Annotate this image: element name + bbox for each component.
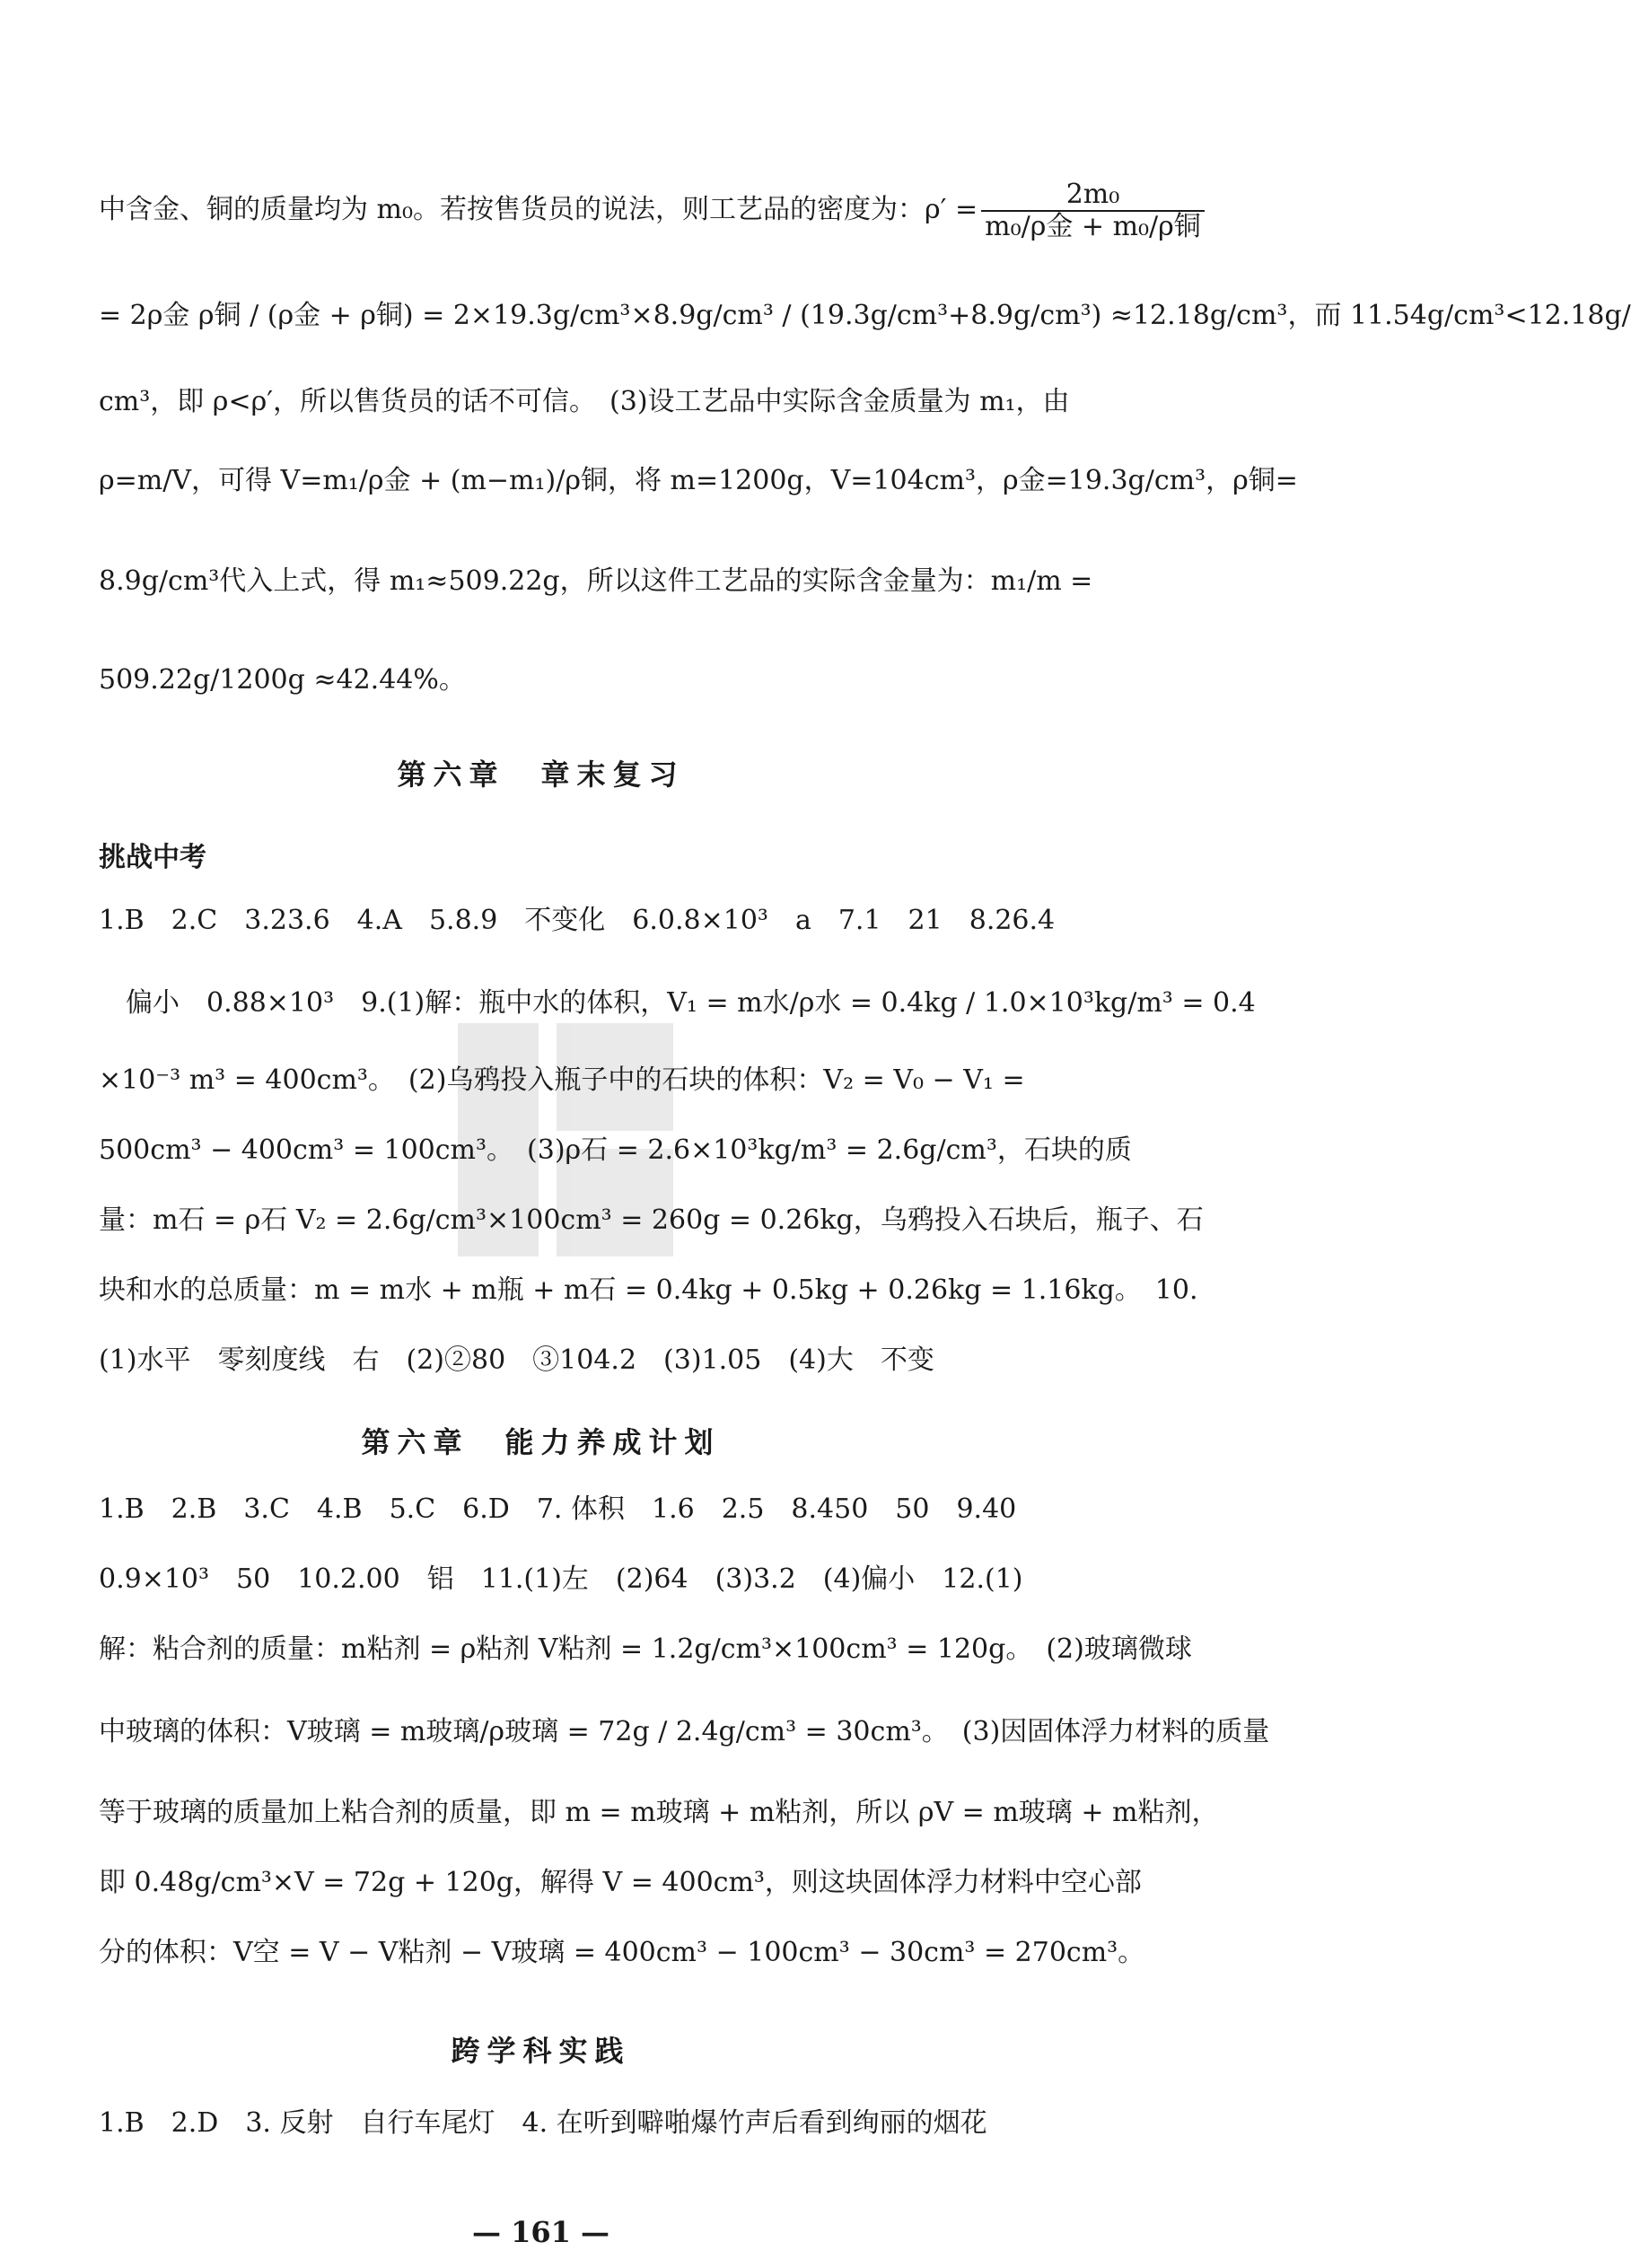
- text-line-3: cm³，即 ρ<ρ′，所以售货员的话不可信。 (3)设工艺品中实际含金质量为 m₁，由: [99, 386, 1070, 417]
- section-heading-review: 第六章 章末复习: [397, 757, 685, 792]
- page-number-dash-left: —: [471, 2215, 512, 2249]
- text-line-2: = 2ρ金 ρ铜 / (ρ金 + ρ铜) = 2×19.3g/cm³×8.9g/cm³ / (19.3g/cm³+8.9g/cm³) ≈12.18g/cm³，而 11.54g/cm³<12.18g/: [99, 300, 1631, 331]
- fraction-denominator: m₀/ρ金 + m₀/ρ铜: [985, 211, 1201, 242]
- answer-line: (1)水平 零刻度线 右 (2)②80 ③104.2 (3)1.05 (4)大 不变: [99, 1344, 934, 1376]
- section-heading-interdisciplinary: 跨学科实践: [451, 2034, 631, 2068]
- answer-line: 分的体积：V空 = V − V粘剂 − V玻璃 = 400cm³ − 100cm³ − 30cm³ = 270cm³。: [99, 1937, 1145, 1968]
- answer-line: ×10⁻³ m³ = 400cm³。 (2)乌鸦投入瓶子中的石块的体积：V₂ = V₀ − V₁ =: [99, 1064, 1025, 1096]
- answer-line: 解：粘合剂的质量：m粘剂 = ρ粘剂 V粘剂 = 1.2g/cm³×100cm³ = 120g。 (2)玻璃微球: [99, 1633, 1192, 1665]
- fraction-numerator: 2m₀: [981, 180, 1205, 212]
- answer-line: 中玻璃的体积：V玻璃 = m玻璃/ρ玻璃 = 72g / 2.4g/cm³ = 30cm³。 (3)因固体浮力材料的质量: [99, 1716, 1270, 1747]
- text-line-5: 8.9g/cm³代入上式，得 m₁≈509.22g，所以这件工艺品的实际含金量为：m₁/m =: [99, 565, 1093, 597]
- answer-line: 1.B 2.C 3.23.6 4.A 5.8.9 不变化 6.0.8×10³ a 7.1 21 8.26.4: [99, 905, 1056, 936]
- answer-line: 量：m石 = ρ石 V₂ = 2.6g/cm³×100cm³ = 260g = 0.26kg，乌鸦投入石块后，瓶子、石: [99, 1204, 1204, 1236]
- text-line-4: ρ=m/V，可得 V=m₁/ρ金 + (m−m₁)/ρ铜，将 m=1200g，V=104cm³，ρ金=19.3g/cm³，ρ铜=: [99, 465, 1298, 496]
- page-number-value: 161: [511, 2215, 571, 2249]
- subheading-challenge: 挑战中考: [99, 842, 206, 873]
- text-line-1: 中含金、铜的质量均为 m₀。若按售货员的说法，则工艺品的密度为：ρ′ = $\frac{\text{2m₀}}{\text{m₀/ρ金 + m₀/ρ铜}}$: [99, 180, 996, 242]
- page-number: [0, 2215, 1082, 2249]
- section-heading-ability: 第六章 能力养成计划: [361, 1425, 721, 1459]
- density-fraction: [981, 180, 1205, 242]
- text-line-6: 509.22g/1200g ≈42.44%。: [99, 664, 466, 696]
- answer-line: 即 0.48g/cm³×V = 72g + 120g，解得 V = 400cm³，则这块固体浮力材料中空心部: [99, 1867, 1142, 1898]
- answer-line: 500cm³ − 400cm³ = 100cm³。 (3)ρ石 = 2.6×10³kg/m³ = 2.6g/cm³，石块的质: [99, 1134, 1132, 1166]
- answer-line: 1.B 2.D 3. 反射 自行车尾灯 4. 在听到噼啪爆竹声后看到绚丽的烟花: [99, 2107, 987, 2139]
- answer-line: 等于玻璃的质量加上粘合剂的质量，即 m = m玻璃 + m粘剂，所以 ρV = m玻璃 + m粘剂，: [99, 1797, 1219, 1828]
- answer-line: 块和水的总质量：m = m水 + m瓶 + m石 = 0.4kg + 0.5kg + 0.26kg = 1.16kg。 10.: [99, 1274, 1198, 1306]
- answer-line: 1.B 2.B 3.C 4.B 5.C 6.D 7. 体积 1.6 2.5 8.450 50 9.40: [99, 1493, 1017, 1525]
- page-number-dash-right: —: [570, 2215, 610, 2249]
- answer-line: 偏小 0.88×10³ 9.(1)解：瓶中水的体积，V₁ = m水/ρ水 = 0.4kg / 1.0×10³kg/m³ = 0.4: [126, 987, 1256, 1019]
- answer-line: 0.9×10³ 50 10.2.00 铝 11.(1)左 (2)64 (3)3.2 (4)偏小 12.(1): [99, 1563, 1023, 1595]
